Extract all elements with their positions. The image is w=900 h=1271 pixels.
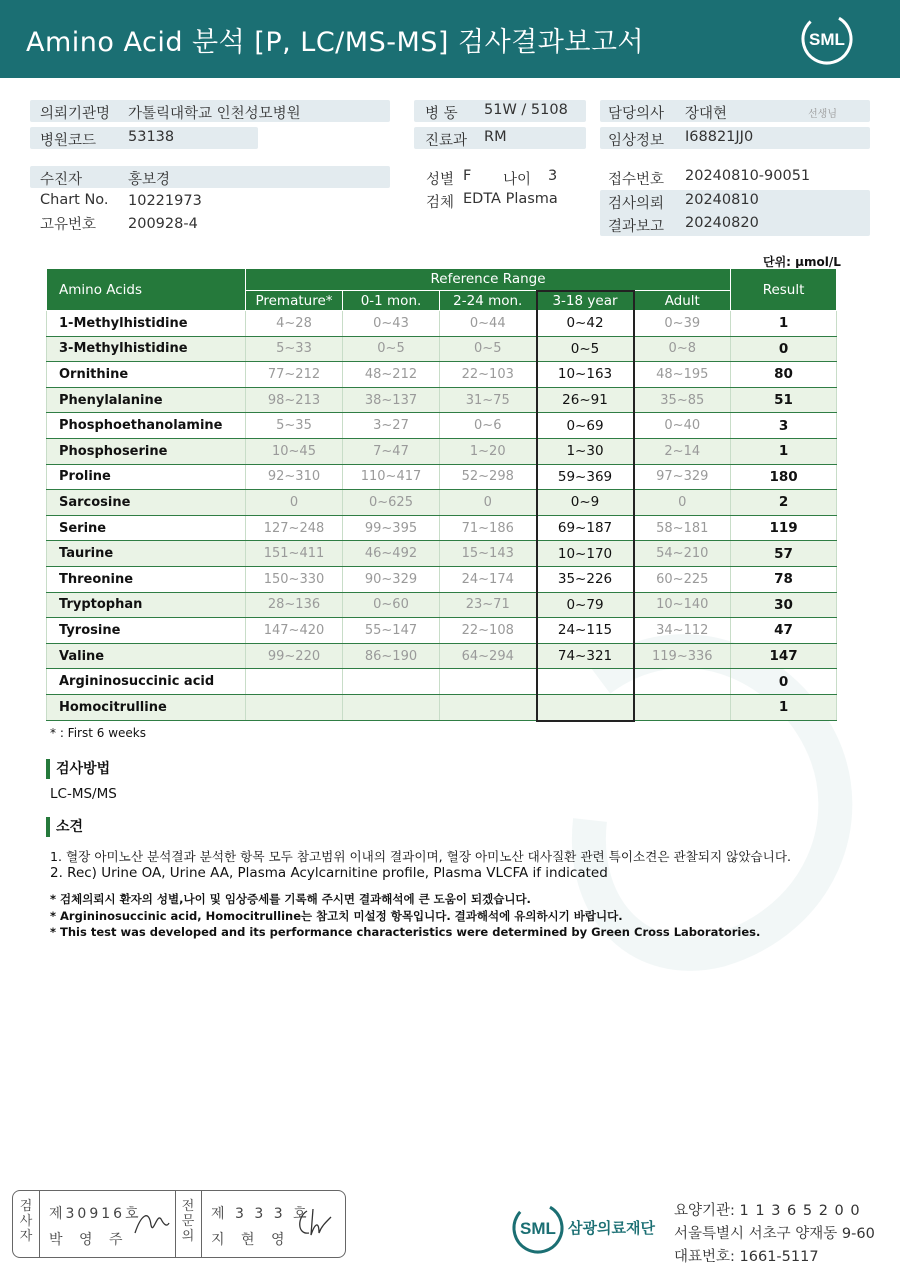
ref-range-y318: 0~9	[537, 490, 634, 516]
ref-range-y318: 35~226	[537, 566, 634, 592]
ref-range-y318: 74~321	[537, 643, 634, 669]
footer-org-name: 삼광의료재단	[568, 1219, 655, 1237]
ref-range-adult: 2~14	[634, 438, 731, 464]
request-label: 검사의뢰	[608, 196, 665, 212]
footer-address: 서울특별시 서초구 양재동 9-60	[674, 1226, 875, 1242]
ref-range-pre: 5~35	[246, 413, 343, 439]
ref-range-pre: 147~420	[246, 618, 343, 644]
ref-range-pre: 28~136	[246, 592, 343, 618]
amino-acid-name: Phenylalanine	[47, 387, 246, 413]
ref-range-m01	[343, 669, 440, 695]
result-value: 119	[731, 515, 837, 541]
ref-range-y318: 0~5	[537, 336, 634, 362]
amino-acid-name: Proline	[47, 464, 246, 490]
amino-acid-name: Argininosuccinic acid	[47, 669, 246, 695]
ref-range-pre: 98~213	[246, 387, 343, 413]
ref-range-m224: 0	[440, 490, 537, 516]
ref-range-m01: 0~43	[343, 311, 440, 337]
ref-range-pre	[246, 694, 343, 720]
ref-range-m224: 1~20	[440, 438, 537, 464]
hospital-code-label: 병원코드	[40, 133, 97, 149]
ref-range-m224	[440, 694, 537, 720]
ref-range-y318: 59~369	[537, 464, 634, 490]
ref-range-m224: 64~294	[440, 643, 537, 669]
amino-acid-name: Tryptophan	[47, 592, 246, 618]
specialist-license: 제 3 3 3 호	[211, 1206, 310, 1222]
table-row	[47, 541, 837, 567]
result-value: 78	[731, 566, 837, 592]
ref-range-pre	[246, 669, 343, 695]
ref-range-m01: 55~147	[343, 618, 440, 644]
amino-acid-name: Homocitrulline	[47, 694, 246, 720]
result-value: 147	[731, 643, 837, 669]
ref-range-pre: 4~28	[246, 311, 343, 337]
note-3: * This test was developed and its performance characteristics were determined by Green Cross Laboratories.	[50, 925, 761, 939]
doctor-suffix: 선생님	[808, 109, 837, 120]
amino-acid-table	[46, 268, 837, 722]
header-amino-acids: Amino Acids	[47, 269, 246, 311]
ref-range-adult: 0~8	[634, 336, 731, 362]
header-2-24-mon: 2-24 mon.	[440, 291, 537, 311]
note-1: * 검체의뢰시 환자의 성별,나이 및 임상증세를 기록해 주시면 결과해석에 큰 도움이 되겠습니다.	[50, 892, 531, 906]
ward-label: 병 동	[425, 106, 458, 122]
ref-range-m224: 71~186	[440, 515, 537, 541]
table-row	[47, 566, 837, 592]
ref-range-m01: 7~47	[343, 438, 440, 464]
ref-range-pre: 5~33	[246, 336, 343, 362]
amino-acid-name: Phosphoethanolamine	[47, 413, 246, 439]
table-row	[47, 618, 837, 644]
ref-range-y318: 0~79	[537, 592, 634, 618]
tester-label: 검 사 자	[19, 1199, 33, 1244]
footer-agency: 요양기관: 1 1 3 6 5 2 0 0	[674, 1203, 861, 1219]
ref-range-m224: 24~174	[440, 566, 537, 592]
signature-box	[12, 1190, 346, 1258]
ref-range-adult	[634, 694, 731, 720]
table-row	[47, 336, 837, 362]
table-row	[47, 515, 837, 541]
ref-range-pre: 151~411	[246, 541, 343, 567]
table-footnote: * : First 6 weeks	[50, 726, 146, 740]
table-row	[47, 490, 837, 516]
patient-label: 수진자	[40, 172, 83, 188]
amino-acid-name: Serine	[47, 515, 246, 541]
amino-acid-name: 1-Methylhistidine	[47, 311, 246, 337]
specimen-value: EDTA Plasma	[463, 191, 558, 207]
chart-value: 10221973	[128, 193, 202, 209]
report-date-value: 20240820	[685, 215, 759, 231]
ref-range-adult: 0~40	[634, 413, 731, 439]
opinion-line-2: 2. Rec) Urine OA, Urine AA, Plasma Acylcarnitine profile, Plasma VLCFA if indicated	[50, 865, 608, 881]
result-value: 51	[731, 387, 837, 413]
result-value: 30	[731, 592, 837, 618]
tester-license: 제30916호	[49, 1206, 142, 1222]
clinical-value: I68821JJ0	[685, 129, 754, 145]
ref-range-y318: 24~115	[537, 618, 634, 644]
amino-acid-name: Phosphoserine	[47, 438, 246, 464]
ref-range-adult: 35~85	[634, 387, 731, 413]
amino-acid-name: Taurine	[47, 541, 246, 567]
ref-range-adult: 60~225	[634, 566, 731, 592]
ref-range-adult: 58~181	[634, 515, 731, 541]
table-row	[47, 694, 837, 720]
ref-range-m224: 31~75	[440, 387, 537, 413]
ref-range-pre: 127~248	[246, 515, 343, 541]
ref-range-m01: 46~492	[343, 541, 440, 567]
result-value: 2	[731, 490, 837, 516]
ref-range-y318: 0~69	[537, 413, 634, 439]
ref-range-m01: 90~329	[343, 566, 440, 592]
ref-range-m01: 110~417	[343, 464, 440, 490]
svg-text:SML: SML	[809, 30, 845, 49]
ref-range-m01: 86~190	[343, 643, 440, 669]
result-value: 1	[731, 311, 837, 337]
ref-range-m01: 0~625	[343, 490, 440, 516]
opinion-title: 소견	[46, 817, 83, 837]
ref-range-m224: 22~103	[440, 362, 537, 388]
ref-range-m01	[343, 694, 440, 720]
ref-range-m01: 38~137	[343, 387, 440, 413]
ref-range-y318: 69~187	[537, 515, 634, 541]
ref-range-y318: 1~30	[537, 438, 634, 464]
result-value: 1	[731, 438, 837, 464]
header-reference-range: Reference Range	[246, 269, 731, 291]
specimen-label: 검체	[426, 195, 455, 211]
ref-range-y318: 10~170	[537, 541, 634, 567]
ref-range-y318: 10~163	[537, 362, 634, 388]
dept-label: 진료과	[425, 133, 468, 149]
amino-acid-name: Ornithine	[47, 362, 246, 388]
tester-name: 박 영 주	[49, 1232, 129, 1248]
hospital-code-value: 53138	[128, 129, 175, 145]
unique-label: 고유번호	[40, 217, 97, 233]
age-value: 3	[548, 168, 558, 184]
ref-range-adult: 54~210	[634, 541, 731, 567]
specialist-name: 지 현 영	[211, 1232, 291, 1248]
age-label: 나이	[503, 172, 532, 188]
header-3-18-year: 3-18 year	[537, 291, 634, 311]
unique-value: 200928-4	[128, 216, 198, 232]
doctor-label: 담당의사	[608, 106, 665, 122]
ref-range-m01: 0~5	[343, 336, 440, 362]
ref-range-adult: 119~336	[634, 643, 731, 669]
header-premature: Premature*	[246, 291, 343, 311]
ref-range-m224: 22~108	[440, 618, 537, 644]
ref-range-m224: 15~143	[440, 541, 537, 567]
table-row	[47, 592, 837, 618]
ref-range-m224: 0~44	[440, 311, 537, 337]
ref-range-adult: 10~140	[634, 592, 731, 618]
ref-range-m224	[440, 669, 537, 695]
ref-range-m01: 48~212	[343, 362, 440, 388]
result-value: 0	[731, 336, 837, 362]
table-row	[47, 413, 837, 439]
doctor-value: 장대현	[685, 106, 728, 122]
ref-range-y318	[537, 694, 634, 720]
sml-logo	[800, 12, 854, 66]
ward-value: 51W / 5108	[484, 102, 568, 118]
ref-range-y318	[537, 669, 634, 695]
method-text: LC-MS/MS	[50, 786, 117, 802]
table-row	[47, 362, 837, 388]
table-row	[47, 311, 837, 337]
amino-acid-name: Threonine	[47, 566, 246, 592]
ref-range-m01: 3~27	[343, 413, 440, 439]
ref-range-adult	[634, 669, 731, 695]
result-value: 180	[731, 464, 837, 490]
footer-sml-logo	[510, 1200, 566, 1256]
table-row	[47, 464, 837, 490]
ref-range-m224: 52~298	[440, 464, 537, 490]
ref-range-y318: 26~91	[537, 387, 634, 413]
ref-range-pre: 99~220	[246, 643, 343, 669]
sex-value: F	[463, 168, 472, 184]
ref-range-y318: 0~42	[537, 311, 634, 337]
receipt-value: 20240810-90051	[685, 168, 811, 184]
ref-range-pre: 77~212	[246, 362, 343, 388]
header-0-1-mon: 0-1 mon.	[343, 291, 440, 311]
report-title: Amino Acid 분석 [P, LC/MS-MS] 검사결과보고서	[26, 27, 645, 58]
unit-label: 단위: μmol/L	[763, 255, 841, 269]
ref-range-adult: 97~329	[634, 464, 731, 490]
institution-value: 가톨릭대학교 인천성모병원	[128, 106, 301, 122]
note-2: * Argininosuccinic acid, Homocitrulline는 참고치 미설정 항목입니다. 결과해석에 유의하시기 바랍니다.	[50, 909, 623, 923]
ref-range-pre: 10~45	[246, 438, 343, 464]
header-result: Result	[731, 269, 837, 311]
ref-range-m01: 99~395	[343, 515, 440, 541]
ref-range-adult: 34~112	[634, 618, 731, 644]
footer-phone: 대표번호: 1661-5117	[674, 1249, 819, 1265]
result-value: 57	[731, 541, 837, 567]
clinical-label: 임상정보	[608, 133, 665, 149]
ref-range-adult: 0	[634, 490, 731, 516]
method-title: 검사방법	[46, 759, 110, 779]
ref-range-pre: 92~310	[246, 464, 343, 490]
result-value: 80	[731, 362, 837, 388]
header-adult: Adult	[634, 291, 731, 311]
ref-range-m224: 0~5	[440, 336, 537, 362]
result-value: 0	[731, 669, 837, 695]
sex-label: 성별	[426, 172, 455, 188]
amino-acid-name: Tyrosine	[47, 618, 246, 644]
report-header	[0, 0, 900, 78]
request-value: 20240810	[685, 192, 759, 208]
result-value: 1	[731, 694, 837, 720]
result-value: 47	[731, 618, 837, 644]
patient-value: 홍보경	[128, 172, 171, 188]
amino-acid-name: 3-Methylhistidine	[47, 336, 246, 362]
dept-value: RM	[484, 129, 507, 145]
result-value: 3	[731, 413, 837, 439]
amino-acid-name: Valine	[47, 643, 246, 669]
receipt-label: 접수번호	[608, 172, 665, 188]
chart-label: Chart No.	[40, 192, 109, 208]
report-date-label: 결과보고	[608, 219, 665, 235]
table-row	[47, 669, 837, 695]
table-row	[47, 387, 837, 413]
ref-range-m224: 23~71	[440, 592, 537, 618]
institution-label: 의뢰기관명	[40, 106, 111, 122]
ref-range-adult: 0~39	[634, 311, 731, 337]
amino-acid-name: Sarcosine	[47, 490, 246, 516]
tester-signature	[131, 1205, 171, 1239]
ref-range-m224: 0~6	[440, 413, 537, 439]
svg-text:SML: SML	[520, 1219, 556, 1238]
table-row	[47, 438, 837, 464]
ref-range-m01: 0~60	[343, 592, 440, 618]
ref-range-pre: 0	[246, 490, 343, 516]
ref-range-adult: 48~195	[634, 362, 731, 388]
ref-range-pre: 150~330	[246, 566, 343, 592]
specialist-signature	[295, 1205, 335, 1239]
opinion-line-1: 1. 혈장 아미노산 분석결과 분석한 항목 모두 참고범위 이내의 결과이며, 혈장 아미노산 대사질환 관련 특이소견은 관찰되지 않았습니다.	[50, 849, 792, 864]
specialist-label: 전 문 의	[181, 1199, 195, 1244]
table-row	[47, 643, 837, 669]
